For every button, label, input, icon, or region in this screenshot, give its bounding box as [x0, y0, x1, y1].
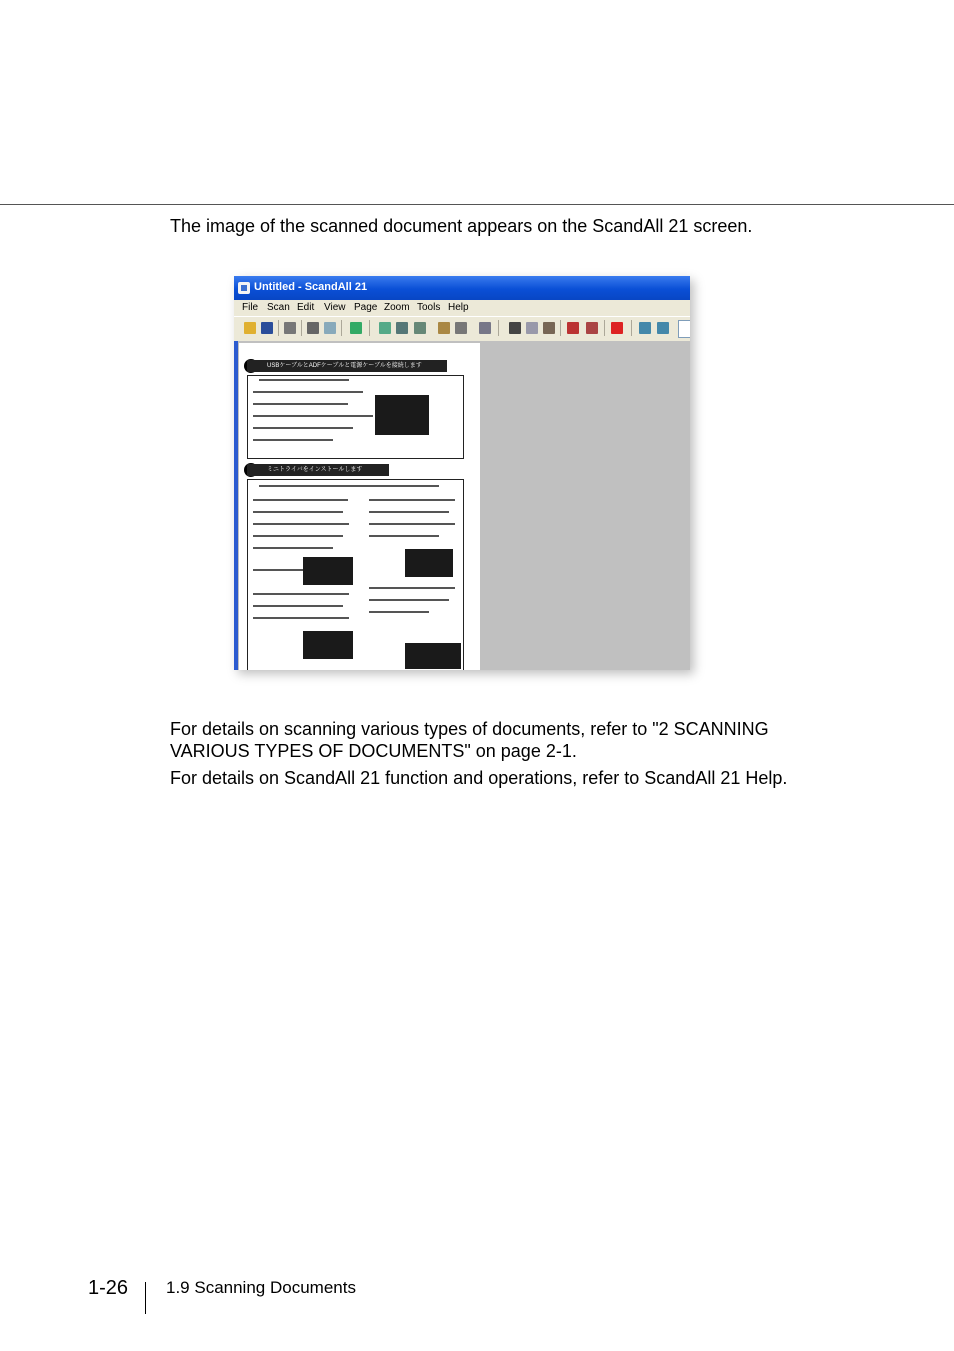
step-4-heading: USBケーブルとADFケーブルと電源ケーブルを接続します — [247, 360, 447, 372]
thumbnail-pane-edge — [234, 341, 238, 670]
delete-icon[interactable] — [611, 322, 623, 334]
cut-icon[interactable] — [509, 322, 521, 334]
text-line — [253, 511, 343, 513]
save-icon[interactable] — [261, 322, 273, 334]
text-line — [253, 617, 349, 619]
print-preview-icon[interactable] — [324, 322, 336, 334]
menu-file[interactable]: File — [242, 302, 259, 313]
toolbar — [234, 316, 690, 342]
text-line — [253, 403, 348, 405]
details-paragraph-line1: For details on scanning various types of documents, refer to "2 SCANNING — [170, 719, 769, 739]
footer-divider — [145, 1282, 146, 1314]
scan-previous-icon[interactable] — [379, 322, 391, 334]
photo — [375, 395, 429, 435]
text-line — [259, 379, 349, 381]
toolbar-separator — [604, 320, 605, 336]
app-icon — [238, 282, 250, 294]
text-line — [253, 427, 353, 429]
photo — [405, 643, 461, 669]
zoom-in-icon[interactable] — [639, 322, 651, 334]
help-paragraph: For details on ScandAll 21 function and operations, refer to ScandAll 21 Help. — [170, 768, 788, 788]
text-line — [253, 605, 343, 607]
menu-view[interactable]: View — [324, 302, 346, 313]
text-line — [253, 547, 333, 549]
text-line — [369, 511, 449, 513]
text-line — [253, 391, 363, 393]
zoom-out-icon[interactable] — [657, 322, 669, 334]
scan-insert-icon[interactable] — [414, 322, 426, 334]
toolbar-separator — [301, 320, 302, 336]
scan-settings-icon[interactable] — [479, 322, 491, 334]
text-line — [253, 439, 333, 441]
copy-icon[interactable] — [526, 322, 538, 334]
text-line — [253, 569, 303, 571]
toolbar-separator — [631, 320, 632, 336]
section-title: 1.9 Scanning Documents — [166, 1278, 356, 1297]
toolbar-separator — [498, 320, 499, 336]
scan-next-icon[interactable] — [396, 322, 408, 334]
scan-append-icon[interactable] — [455, 322, 467, 334]
window-title: Untitled - ScandAll 21 — [254, 281, 368, 293]
intro-paragraph: The image of the scanned document appears on the ScandAll 21 screen. — [170, 216, 753, 236]
menu-tools[interactable]: Tools — [417, 302, 441, 313]
toolbar-separator — [560, 320, 561, 336]
open-icon[interactable] — [244, 322, 256, 334]
menu-bar — [234, 300, 690, 316]
text-line — [253, 499, 348, 501]
text-line — [253, 535, 343, 537]
toolbar-separator — [369, 320, 370, 336]
text-line — [369, 499, 455, 501]
menu-help[interactable]: Help — [448, 302, 469, 313]
step-5-heading: ミニトライバをインストールします — [247, 464, 389, 476]
header-rule — [0, 204, 954, 205]
scanned-page-image — [239, 343, 480, 670]
text-line — [253, 593, 349, 595]
menu-scan[interactable]: Scan — [267, 302, 290, 313]
print-icon[interactable] — [307, 322, 319, 334]
menu-page[interactable]: Page — [354, 302, 378, 313]
text-line — [369, 587, 455, 589]
text-line — [259, 485, 439, 487]
photo — [303, 631, 353, 659]
text-line — [253, 523, 349, 525]
properties-icon[interactable] — [284, 322, 296, 334]
details-paragraph-line2: VARIOUS TYPES OF DOCUMENTS" on page 2-1. — [170, 741, 577, 761]
page-number: 1-26 — [88, 1277, 129, 1299]
photo — [405, 549, 453, 577]
zoom-level-field[interactable] — [678, 320, 690, 338]
text-line — [369, 535, 439, 537]
photo — [303, 557, 353, 585]
paste-icon[interactable] — [543, 322, 555, 334]
scandall-screenshot — [234, 276, 690, 670]
text-line — [369, 599, 449, 601]
step-4-box — [247, 375, 464, 459]
toolbar-separator — [341, 320, 342, 336]
menu-edit[interactable]: Edit — [297, 302, 315, 313]
rotate-right-icon[interactable] — [586, 322, 598, 334]
text-line — [369, 611, 429, 613]
toolbar-separator — [278, 320, 279, 336]
scan-replace-icon[interactable] — [438, 322, 450, 334]
title-bar — [234, 276, 690, 300]
text-line — [253, 415, 373, 417]
scan-icon[interactable] — [350, 322, 362, 334]
text-line — [369, 523, 455, 525]
menu-zoom[interactable]: Zoom — [384, 302, 410, 313]
rotate-left-icon[interactable] — [567, 322, 579, 334]
